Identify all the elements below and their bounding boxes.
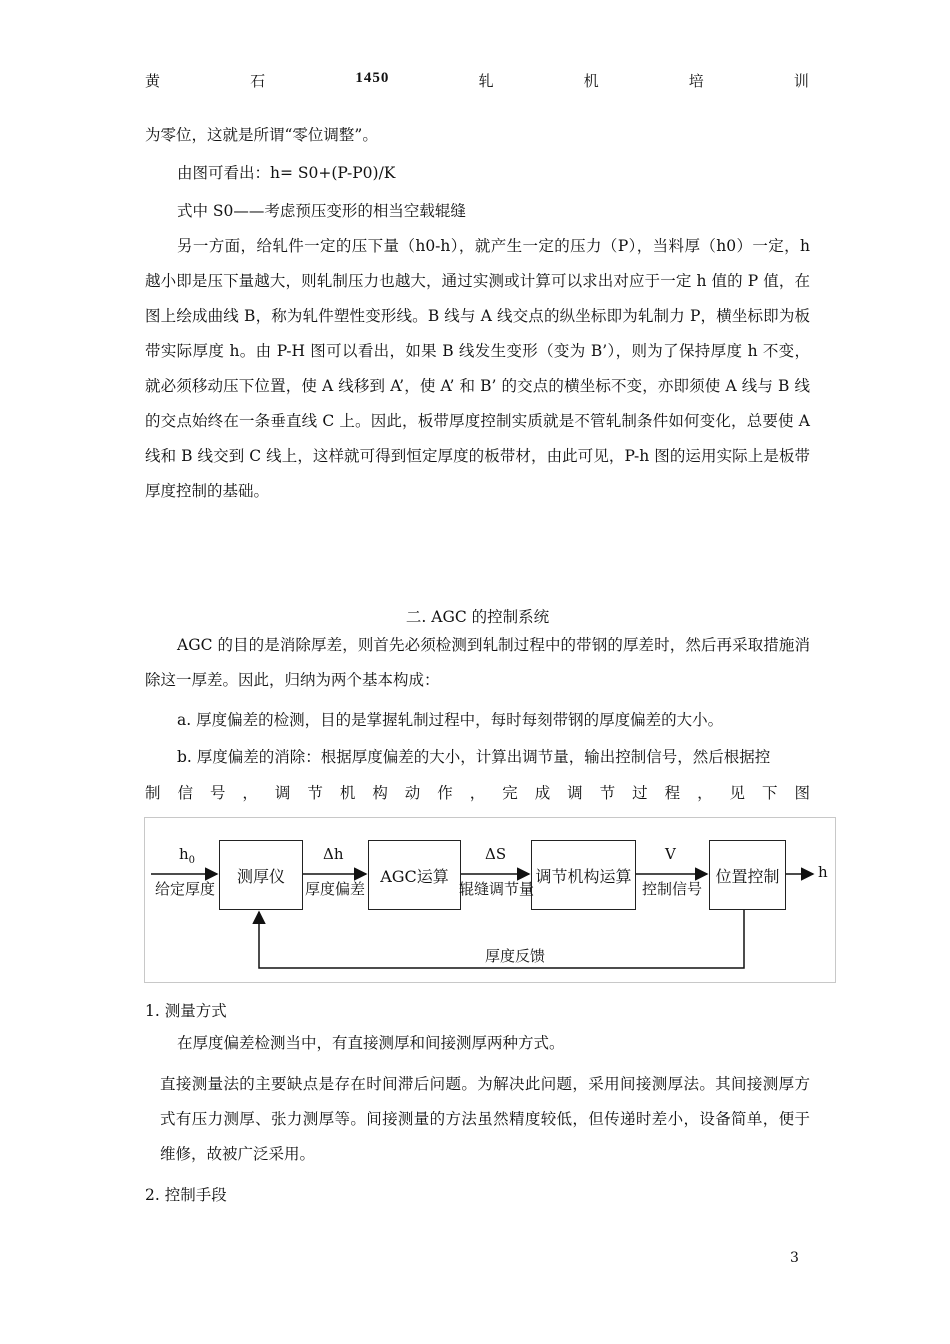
page-number: 3 [790, 1250, 799, 1266]
paragraph: 式中 S0——考虑预压变形的相当空载辊缝 [177, 202, 466, 220]
input-symbol [179, 845, 195, 866]
paragraph: 另一方面，给轧件一定的压下量（h0-h），就产生一定的压力（P），当料厚（h0）一定，h 越小即是压下量越大，则轧制压力也越大，通过实测或计算可以求出对应于一定 h 值的 P 值，在图上绘成曲线 B，称为轧件塑性变形线。B 线与 A 线交点的纵坐标即为轧制力 P，横坐标即为板带实际厚度 h。由 P-H 图可以看出，如果 B 线发生变形（变为 B’），则为了保持厚度 h 不变，就必须移动压下位置，使 A 线移到 A’，使 A’ 和 B’ 的交点的横坐标不变，亦即须使 A 线与 B 线的交点始终在一条垂直线 C 上。因此，板带厚度控制实质就是不管轧制条件如何变化，总要使 A 线和 B 线交到 C 线上，这样就可得到恒定厚度的板带材，由此可见，P-h 图的运用实际上是板带厚度控制的基础。 [145, 237, 810, 500]
agc-calc-box: AGC运算 [368, 840, 461, 910]
delta-s-label: 辊缝调节量 [459, 880, 535, 898]
paragraph: 制 信 号 ， 调 节 机 构 动 作 ， 完 成 调 节 过 程 ， 见 下 图 [145, 784, 810, 802]
thickness-gauge-box: 测厚仪 [219, 840, 303, 910]
section-heading: 2. 控制手段 [145, 1186, 227, 1204]
page-header [145, 70, 810, 92]
header-char: 机 [583, 72, 600, 90]
position-control-box: 位置控制 [709, 840, 786, 910]
header-char: 黄 [145, 72, 162, 90]
input-symbol-subscript: 0 [188, 855, 196, 866]
v-symbol: V [665, 845, 676, 863]
feedback-label: 厚度反馈 [485, 947, 546, 965]
v-label: 控制信号 [642, 880, 703, 898]
paragraph: 为零位，这就是所谓“零位调整”。 [145, 126, 378, 144]
header-char: 轧 [478, 72, 495, 90]
section-title: 二. AGC 的控制系统 [405, 608, 550, 626]
header-char: 培 [688, 72, 705, 90]
formula-line: 由图可看出：h= S0+(P-P0)/K [177, 164, 396, 182]
input-label: 给定厚度 [155, 880, 216, 898]
paragraph: 在厚度偏差检测当中，有直接测厚和间接测厚两种方式。 [177, 1034, 565, 1052]
delta-s-symbol: ΔS [485, 845, 507, 863]
header-char: 训 [793, 72, 810, 90]
actuator-calc-box: 调节机构运算 [531, 840, 636, 910]
paragraph: 直接测量法的主要缺点是存在时间滞后问题。为解决此问题，采用间接测厚法。其间接测厚方式有压力测厚、张力测厚等。间接测量的方法虽然精度较低，但传递时差小，设备简单，便于维修，故被广泛采用。 [160, 1075, 810, 1163]
input-symbol-letter: h [179, 845, 189, 863]
paragraph: AGC 的目的是消除厚差，则首先必须检测到轧制过程中的带钢的厚差时，然后再采取措施消除这一厚差。因此，归纳为两个基本构成： [145, 636, 810, 689]
section-heading: 1. 测量方式 [145, 1002, 227, 1020]
agc-block-diagram [144, 817, 836, 983]
header-char: 石 [250, 72, 267, 90]
paragraph: a. 厚度偏差的检测，目的是掌握轧制过程中，每时每刻带钢的厚度偏差的大小。 [177, 711, 724, 729]
delta-h-symbol: Δh [323, 845, 344, 863]
output-symbol: h [818, 863, 828, 881]
paragraph: b. 厚度偏差的消除：根据厚度偏差的大小，计算出调节量，输出控制信号，然后根据控 [177, 748, 771, 766]
header-number: 1450 [355, 70, 390, 86]
delta-h-label: 厚度偏差 [305, 880, 366, 898]
